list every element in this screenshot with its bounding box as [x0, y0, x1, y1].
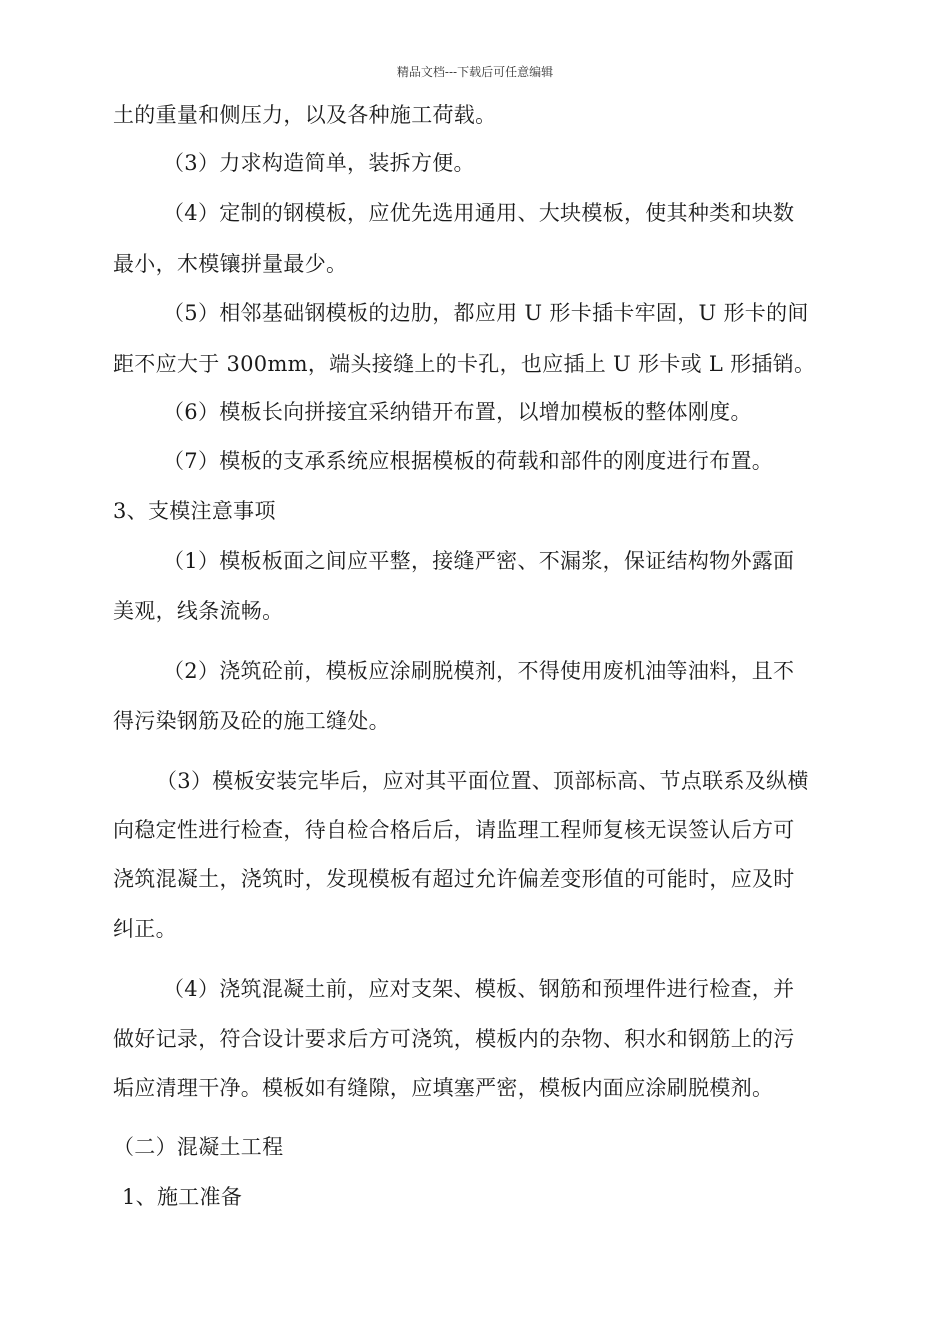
section-heading: 1、施工准备 [122, 1185, 243, 1209]
body-line: 向稳定性进行检查，待自检合格后后，请监理工程师复核无误签认后方可 [113, 818, 795, 842]
page-header: 精品文档---下载后可任意编辑 [396, 65, 554, 79]
list-item: （2）浇筑砼前，模板应涂刷脱模剂，不得使用废机油等油料，且不 [163, 659, 795, 683]
body-line: 得污染钢筋及砼的施工缝处。 [113, 709, 390, 733]
section-heading: （二）混凝土工程 [113, 1135, 284, 1159]
list-item: （6）模板长向拼接宜采纳错开布置，以增加模板的整体刚度。 [163, 400, 752, 424]
list-item: （7）模板的支承系统应根据模板的荷载和部件的刚度进行布置。 [163, 449, 774, 473]
list-item: （4）浇筑混凝土前，应对支架、模板、钢筋和预埋件进行检查，并 [163, 977, 795, 1001]
body-line: 最小，木模镶拼量最少。 [113, 252, 348, 276]
body-line: 土的重量和侧压力，以及各种施工荷载。 [113, 103, 497, 127]
list-item: （3）力求构造简单，装拆方便。 [163, 151, 475, 175]
list-item: （5）相邻基础钢模板的边肋，都应用 U 形卡插卡牢固，U 形卡的间 [163, 301, 809, 325]
list-item: （1）模板板面之间应平整，接缝严密、不漏浆，保证结构物外露面 [163, 549, 795, 573]
body-line: 垢应清理干净。模板如有缝隙，应填塞严密，模板内面应涂刷脱模剂。 [113, 1076, 774, 1100]
section-heading: 3、支模注意事项 [113, 499, 276, 523]
list-item: （3）模板安装完毕后，应对其平面位置、顶部标高、节点联系及纵横 [156, 769, 809, 793]
body-line: 浇筑混凝土，浇筑时，发现模板有超过允许偏差变形值的可能时，应及时 [113, 867, 795, 891]
body-line: 距不应大于 300mm，端头接缝上的卡孔，也应插上 U 形卡或 L 形插销。 [113, 352, 816, 376]
body-line: 纠正。 [113, 917, 177, 941]
body-line: 美观，线条流畅。 [113, 599, 284, 623]
list-item: （4）定制的钢模板，应优先选用通用、大块模板，使其种类和块数 [163, 201, 795, 225]
body-line: 做好记录，符合设计要求后方可浇筑，模板内的杂物、积水和钢筋上的污 [113, 1027, 795, 1051]
